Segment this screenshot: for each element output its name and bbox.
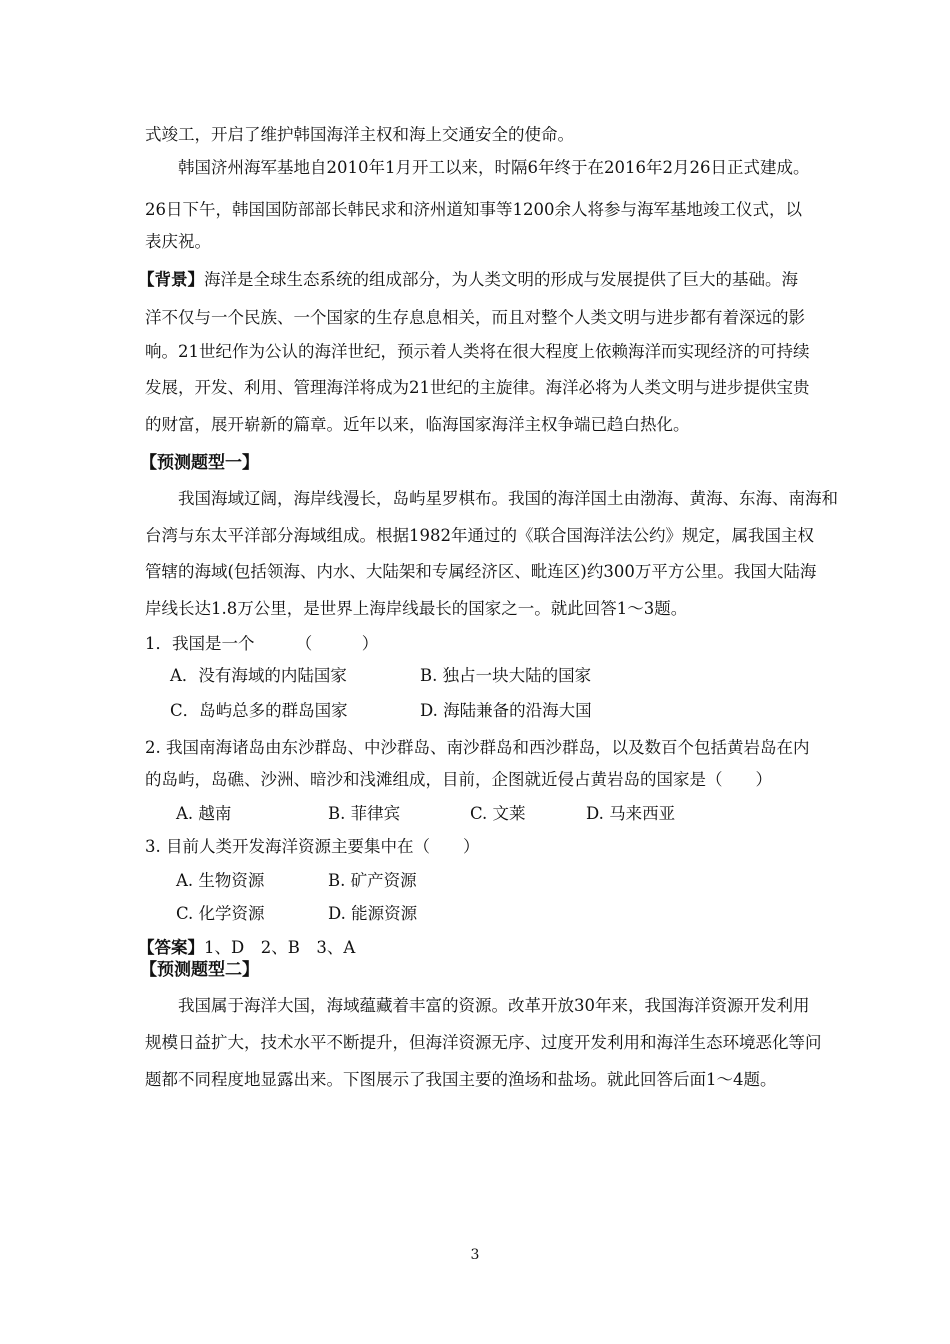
q1-option-a: A．没有海域的内陆国家 — [170, 666, 347, 685]
section2-heading: 【预测题型二】 — [140, 960, 259, 980]
section1-heading: 【预测题型一】 — [140, 453, 259, 473]
section1-passage-3: 管辖的海域(包括领海、内水、大陆架和专属经济区、毗连区)约300万平方公里。我国大陆海 — [145, 562, 817, 581]
q1-option-c: C．岛屿总多的群岛国家 — [170, 701, 348, 720]
q2-stem-2: 的岛屿，岛礁、沙洲、暗沙和浅滩组成，目前，企图就近侵占黄岩岛的国家是（ ） — [145, 770, 772, 789]
q1-option-d: D. 海陆兼备的沿海大国 — [420, 701, 592, 720]
answer-text: 1、D 2、B 3、A — [204, 938, 356, 957]
background-line-4: 发展，开发、利用、管理海洋将成为21世纪的主旋律。海洋必将为人类文明与进步提供宝贵 — [145, 378, 810, 397]
section2-passage-2: 规模日益扩大，技术水平不断提升，但海洋资源无序、过度开发利用和海洋生态环境恶化等问 — [145, 1033, 822, 1052]
q3-option-b: B. 矿产资源 — [328, 871, 417, 890]
q1-option-b: B. 独占一块大陆的国家 — [420, 666, 592, 685]
section1-passage-4: 岸线长达1.8万公里，是世界上海岸线最长的国家之一。就此回答1～3题。 — [145, 599, 688, 618]
intro-line-4: 表庆祝。 — [145, 232, 211, 251]
q2-option-d: D. 马来西亚 — [586, 804, 676, 823]
background-line-5: 的财富，展开崭新的篇章。近年以来，临海国家海洋主权争端已趋白热化。 — [145, 415, 690, 434]
background-line-2: 洋不仅与一个民族、一个国家的生存息息相关，而且对整个人类文明与进步都有着深远的影 — [145, 308, 805, 327]
q2-stem-1: 2. 我国南海诸岛由东沙群岛、中沙群岛、南沙群岛和西沙群岛，以及数百个包括黄岩岛在内 — [145, 738, 810, 757]
q3-option-a: A. 生物资源 — [176, 871, 265, 890]
q3-stem: 3. 目前人类开发海洋资源主要集中在（ ） — [145, 837, 480, 856]
intro-line-3: 26日下午，韩国国防部部长韩民求和济州道知事等1200余人将参与海军基地竣工仪式，以 — [145, 200, 802, 219]
q3-option-c: C. 化学资源 — [176, 904, 265, 923]
q2-option-a: A. 越南 — [176, 804, 232, 823]
intro-line-2: 韩国济州海军基地自2010年1月开工以来，时隔6年终于在2016年2月26日正式建成。 — [178, 158, 810, 177]
background-line-3: 响。21世纪作为公认的海洋世纪，预示着人类将在很大程度上依赖海洋而实现经济的可持续 — [145, 342, 810, 361]
section2-passage-3: 题都不同程度地显露出来。下图展示了我国主要的渔场和盐场。就此回答后面1～4题。 — [145, 1070, 777, 1089]
page-number: 3 — [470, 1247, 480, 1263]
background-line-1: 【背景】海洋是全球生态系统的组成部分，为人类文明的形成与发展提供了巨大的基础。海 — [138, 270, 798, 289]
section1-passage-2: 台湾与东太平洋部分海域组成。根据1982年通过的《联合国海洋法公约》规定，属我国主权 — [145, 526, 814, 545]
q3-option-d: D. 能源资源 — [328, 904, 418, 923]
q2-option-c: C. 文莱 — [470, 804, 526, 823]
answer-label: 【答案】 — [138, 938, 204, 957]
section1-passage-1: 我国海域辽阔，海岸线漫长，岛屿星罗棋布。我国的海洋国土由渤海、黄海、东海、南海和 — [178, 489, 838, 508]
answer-line — [138, 936, 355, 960]
q1-stem: 1．我国是一个 （ ） — [145, 634, 379, 653]
intro-line-1: 式竣工，开启了维护韩国海洋主权和海上交通安全的使命。 — [145, 125, 574, 144]
q2-option-b: B. 菲律宾 — [328, 804, 401, 823]
background-label: 【背景】 — [138, 270, 204, 289]
section2-passage-1: 我国属于海洋大国，海域蕴藏着丰富的资源。改革开放30年来，我国海洋资源开发利用 — [178, 996, 810, 1015]
